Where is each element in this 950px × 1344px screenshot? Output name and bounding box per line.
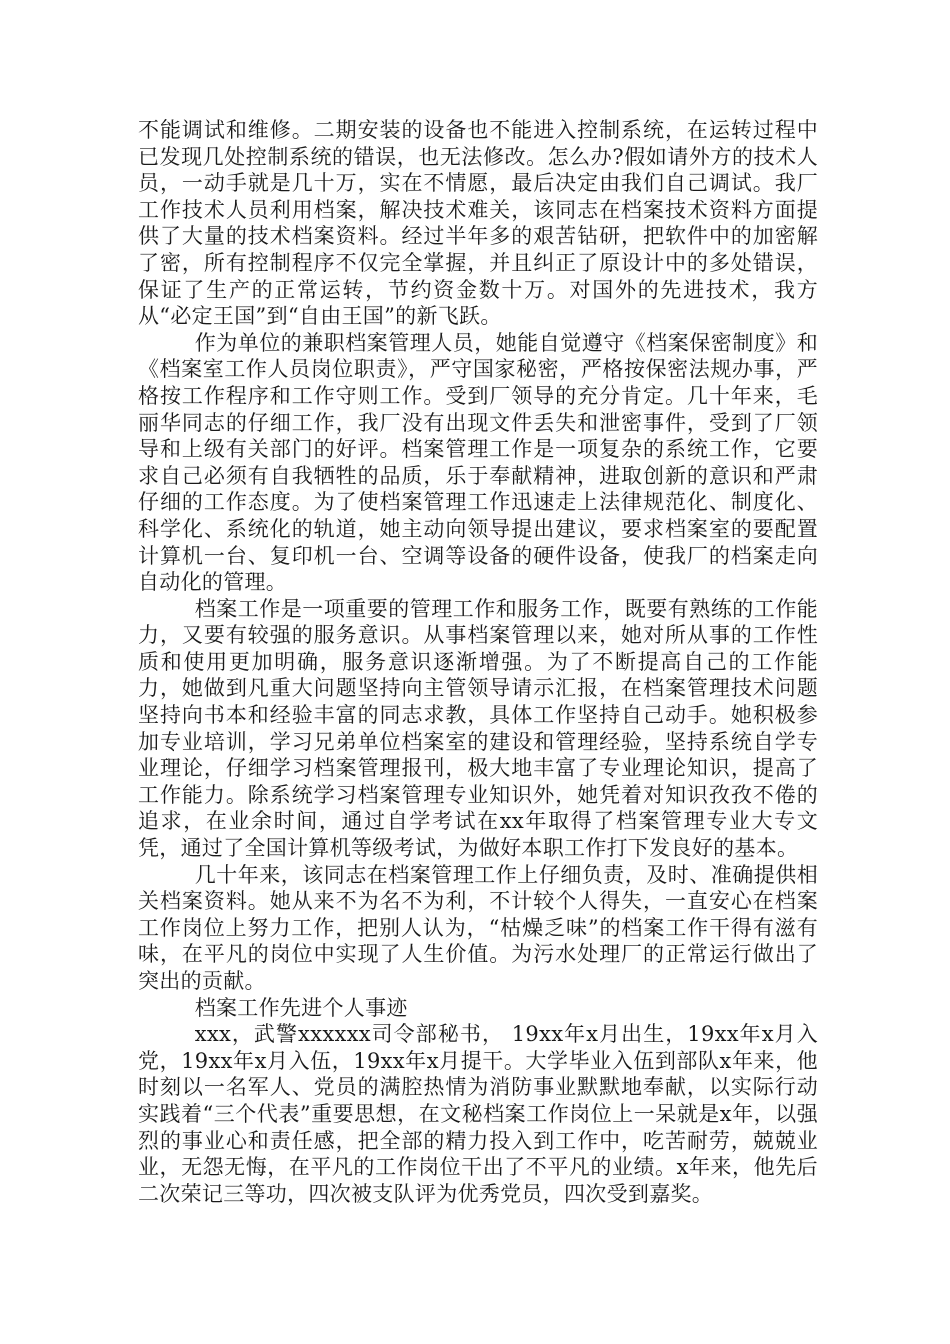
paragraph-archive-manager-duties: 作为单位的兼职档案管理人员，她能自觉遵守《档案保密制度》和《档案室工作人员岗位职责》，严守国家秘密，严格按保密法规办事，严格按工作程序和工作守则工作。受到厂领导的充分肯定。几十年来，毛丽华同志的仔细工作，我厂没有出现文件丢失和泄密事件，受到了厂领导和上级有关部门的好评。档案管理工作是一项复杂的系统工作，它要求自己必须有自我牺牲的品质，乐于奉献精神，进取创新的意识和严肃仔细的工作态度。为了使档案管理工作迅速走上法律规范化、制度化、科学化、系统化的轨道，她主动向领导提出建议，要求档案室的要配置计算机一台、复印机一台、空调等设备的硬件设备，使我厂的档案走向自动化的管理。 <box>138 330 818 595</box>
paragraph-decades-of-service: 几十年来，该同志在档案管理工作上仔细负责，及时、准确提供相关档案资料。她从来不为名不为利，不计较个人得失，一直安心在档案工作岗位上努力工作，把别人认为，“枯燥乏味”的档案工作干得有滋有味，在平凡的岗位中实现了人生价值。为污水处理厂的正常运行做出了突出的贡献。 <box>138 862 818 993</box>
paragraph-archive-work-importance: 档案工作是一项重要的管理工作和服务工作，既要有熟练的工作能力，又要有较强的服务意识。从事档案管理以来，她对所从事的工作性质和使用更加明确，服务意识逐渐增强。为了不断提高自己的工作能力，她做到凡重大问题坚持向主管领导请示汇报，在档案管理技术问题坚持向书本和经验丰富的同志求教，具体工作坚持自己动手。她积极参加专业培训，学习兄弟单位档案室的建设和管理经验，坚持系统自学专业理论，仔细学习档案管理报刊，极大地丰富了专业理论知识，提高了工作能力。除系统学习档案管理专业知识外，她凭着对知识孜孜不倦的追求，在业余时间，通过自学考试在xx年取得了档案管理专业大专文凭，通过了全国计算机等级考试，为做好本职工作打下发良好的基本。 <box>138 596 818 861</box>
document-body <box>138 117 818 1207</box>
paragraph-individual-profile: xxx，武警xxxxxx司令部秘书， 19xx年x月出生，19xx年x月入党，19xx年x月入伍，19xx年x月提干。大学毕业入伍到部队x年来，他时刻以一名军人、党员的满腔热情为消防事业默默地奉献，以实际行动实践着“三个代表”重要思想，在文秘档案工作岗位上一呆就是x年，以强烈的事业心和责任感，把全部的精力投入到工作中，吃苦耐劳，兢兢业业，无怨无悔，在平凡的工作岗位干出了不平凡的业绩。x年来，他先后二次荣记三等功，四次被支队评为优秀党员，四次受到嘉奖。 <box>138 1022 818 1206</box>
paragraph-continuation: 不能调试和维修。二期安装的设备也不能进入控制系统，在运转过程中已发现几处控制系统的错误，也无法修改。怎么办?假如请外方的技术人员，一动手就是几十万，实在不情愿，最后决定由我们自己调试。我厂工作技术人员利用档案，解决技术难关，该同志在档案技术资料方面提供了大量的技术档案资料。经过半年多的艰苦钻研，把软件中的加密解了密，所有控制程序不仅完全掌握，并且纠正了原设计中的多处错误，保证了生产的正常运转，节约资金数十万。对国外的先进技术，我方从“必定王国”到“自由王国”的新飞跃。 <box>138 118 818 329</box>
section-heading: 档案工作先进个人事迹 <box>194 995 408 1020</box>
